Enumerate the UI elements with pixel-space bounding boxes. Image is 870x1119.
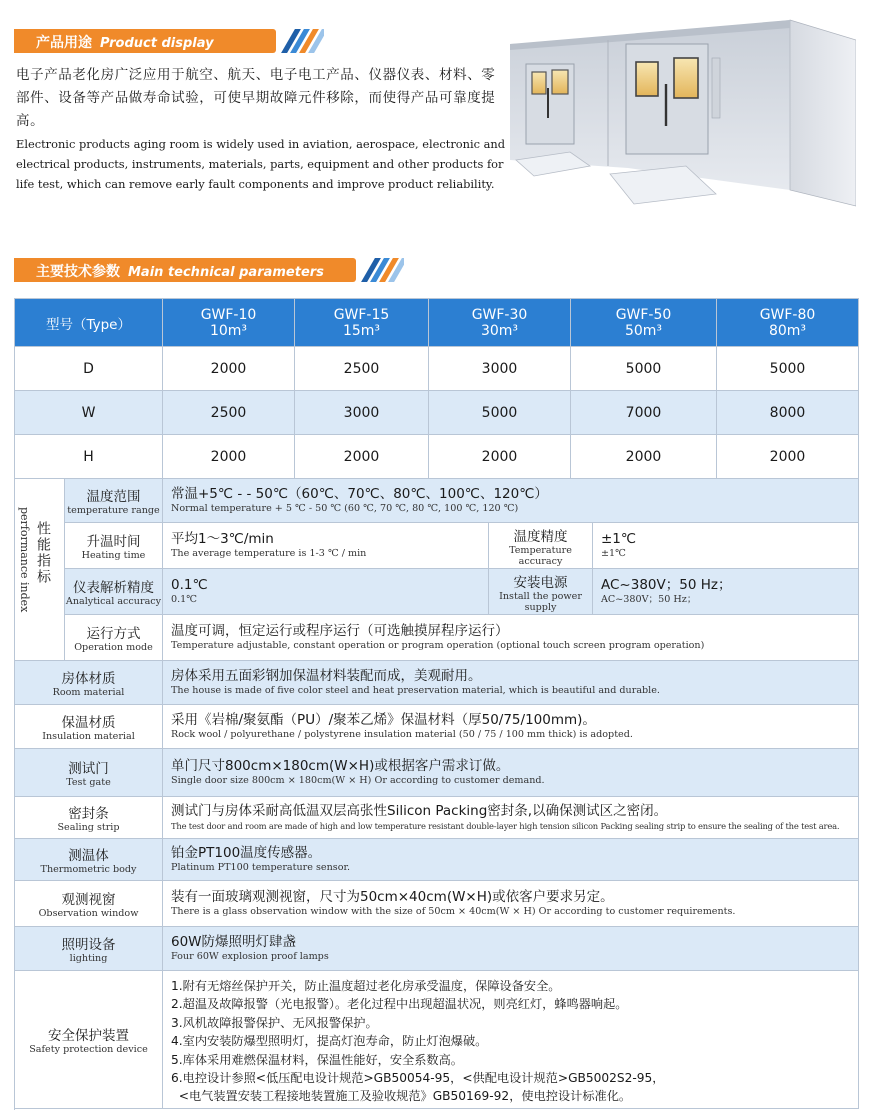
label-en: Safety protection device [29,1044,148,1055]
analytical-value [163,569,489,615]
intro-zh: 电子产品老化房广泛应用于航空、航天、电子电工产品、仪器仪表、材料、零部件、设备等产品做寿命试验，可使早期故障元件移除，而使得产品可靠度提高。 [16,67,496,129]
safety-row [15,971,859,1109]
value-zh: 常温+5℃ - - 50℃（60℃、70℃、80℃、100℃、120℃） [171,486,548,502]
label-zh: 运行方式 [86,626,141,642]
row-label [15,839,163,881]
temp-range-value [163,479,859,523]
perf-en: performance index [18,507,31,613]
value-zh: 采用《岩棉/聚氨酯（PU）/聚苯乙烯》保温材料（厚50/75/100mm)。 [171,712,596,728]
row-value [163,705,859,749]
label-zh: 温度范围 [86,489,141,505]
analytical-label [65,569,163,615]
value-en: Single door size 800cm × 180cm(W × H) Or according to customer demand. [171,775,545,786]
section-banner-params [14,258,404,282]
value-en: AC~380V；50 Hz； [601,594,697,605]
model-volume: 80m³ [768,322,807,339]
heating-value [163,523,489,569]
label-zh: 安全保护装置 [48,1028,129,1044]
list-item: 3.风机故障报警保护、无风报警保护。 [171,1015,378,1030]
value-zh: ±1℃ [601,531,637,547]
dim-value: 7000 [571,391,717,435]
dim-value: 3000 [429,347,571,391]
label-en: Room material [52,687,125,698]
banner-zh: 产品用途 [36,35,92,51]
model-name: GWF-10 [200,306,257,323]
dim-value: 2000 [717,435,859,479]
model-volume: 30m³ [480,322,519,339]
row-value [163,661,859,705]
value-en: Normal temperature + 5 ℃ - 50 ℃ (60 ℃, 70 ℃, 80 ℃, 100 ℃, 120 ℃) [171,503,519,514]
value-en: Four 60W explosion proof lamps [171,951,329,962]
model-volume: 50m³ [624,322,663,339]
label-en: Heating time [81,550,146,561]
perf-index-label [15,479,65,661]
value-zh: AC~380V；50 Hz； [601,577,732,593]
value-zh: 平均1～3℃/min [171,531,274,547]
dim-value: 2000 [163,435,295,479]
row-label [15,927,163,971]
label-zh: 观测视窗 [61,892,116,908]
label-zh: 仪表解析精度 [73,580,154,596]
label-en: Insulation material [42,731,135,742]
dim-value: 5000 [571,347,717,391]
model-col-3 [429,299,571,347]
table-row [15,705,859,749]
dim-value: 2000 [295,435,429,479]
dim-value: 2000 [571,435,717,479]
label-zh: 保温材质 [61,715,116,731]
spec-table [14,298,859,1110]
perf-zh: 性能指标 [35,521,51,585]
banner-stripes [360,258,404,282]
banner-stripes [280,29,324,53]
value-en: The test door and room are made of high and low temperature resistant double-layer high tension silicon Packing sealing strip to ensure the sealing of the test area. [171,821,840,831]
operation-value [163,615,859,661]
accuracy-value [593,523,859,569]
model-name: GWF-30 [471,306,528,323]
perf-block [15,479,859,661]
table-row [15,839,859,881]
table-row [15,797,859,839]
aging-room-photo [508,18,856,214]
list-item: 1.附有无熔丝保护开关，防止温度超过老化房承受温度，保障设备安全。 [171,979,561,993]
dim-value: 8000 [717,391,859,435]
accuracy-label [489,523,593,569]
label-en: temperature range [67,505,160,516]
value-en: Rock wool / polyurethane / polystyrene insulation material (50 / 75 / 100 mm thick) is adopted. [171,729,633,740]
value-en: The house is made of five color steel and heat preservation material, which is beautiful and durable. [171,685,660,696]
label-zh: 测温体 [68,848,109,864]
row-value [163,881,859,927]
value-zh: 0.1℃ [171,577,208,593]
value-en: Temperature adjustable, constant operation or program operation (optional touch screen program operation) [171,640,705,651]
label-en: Analytical accuracy [65,596,162,607]
value-en: The average temperature is 1-3 ℃ / min [171,548,367,559]
model-name: GWF-15 [333,306,390,323]
label-zh: 密封条 [68,806,109,822]
table-row-d [15,347,859,391]
dim-value: 2500 [163,391,295,435]
table-row-w [15,391,859,435]
model-col-2 [295,299,429,347]
label-zh: 房体材质 [61,671,116,687]
dim-value: 2500 [295,347,429,391]
value-zh: 铂金PT100温度传感器。 [171,845,322,861]
value-zh: 房体采用五面彩钢加保温材料装配而成，美观耐用。 [171,668,482,684]
row-value [163,927,859,971]
label-zh: 升温时间 [86,534,141,550]
value-zh: 60W防爆照明灯肆盏 [171,934,297,950]
row-label [15,971,163,1109]
intro-en: Electronic products aging room is widely used in aviation, aerospace, electronic and electrical products, instruments, materials, parts, equipment and other products for life test, which can remove early fault components and improve product reliability. [16,137,506,191]
list-item: 4.室内安装防爆型照明灯，提高灯泡寿命，防止灯泡爆破。 [171,1034,488,1049]
dim-value: 3000 [295,391,429,435]
row-value [163,749,859,797]
model-name: GWF-50 [615,306,672,323]
label-en: Test gate [66,777,111,788]
table-row [15,927,859,971]
row-value [163,839,859,881]
list-item: 5.库体采用难燃保温材料，保温性能好，安全系数高。 [171,1052,463,1067]
row-value [163,797,859,839]
dim-label: H [15,435,163,479]
value-zh: 温度可调，恒定运行或程序运行（可选触摸屏程序运行） [171,623,509,639]
label-en: lighting [69,953,108,964]
model-volume: 15m³ [342,322,381,339]
dim-value: 2000 [163,347,295,391]
safety-list [163,971,859,1109]
row-label [15,705,163,749]
table-row [15,749,859,797]
banner-en: Main technical parameters [128,265,324,280]
table-row [15,661,859,705]
banner-en: Product display [100,36,214,51]
operation-label [65,615,163,661]
power-label [489,569,593,615]
type-header: 型号（Type） [15,299,163,347]
row-label [15,881,163,927]
label-en: Observation window [38,908,139,919]
model-volume: 10m³ [209,322,248,339]
dim-value: 2000 [429,435,571,479]
list-item: 2.超温及故障报警（光电报警）。老化过程中出现超温状况，则亮红灯，蜂鸣器响起。 [171,997,628,1012]
section-banner-display [14,29,324,53]
value-zh: 装有一面玻璃观测视窗，尺寸为50cm×40cm(W×H)或依客户要求另定。 [171,889,614,905]
row-label [15,661,163,705]
label-en: Operation mode [74,642,153,653]
label-zh: 照明设备 [61,937,116,953]
label-zh: 温度精度 [513,528,568,545]
model-name: GWF-80 [759,306,816,323]
value-zh: 单门尺寸800cm×180cm(W×H)或根据客户需求订做。 [171,758,510,774]
value-en: Platinum PT100 temperature sensor. [171,862,351,873]
list-item: 6.电控设计参照<低压配电设计规范>GB50054-95，<供配电设计规范>GB5002S2-95， [171,1071,665,1086]
label-zh: 安装电源 [513,574,568,591]
model-col-5 [717,299,859,347]
dim-value: 5000 [717,347,859,391]
value-en: There is a glass observation window with the size of 50cm × 40cm(W × H) Or according to customer requirements. [171,906,736,917]
dim-label: D [15,347,163,391]
banner-zh: 主要技术参数 [36,264,120,280]
model-col-1 [163,299,295,347]
row-label [15,749,163,797]
dim-label: W [15,391,163,435]
dim-value: 5000 [429,391,571,435]
label-en: Sealing strip [57,822,120,833]
label-en: Thermometric body [40,864,137,875]
value-en: 0.1℃ [171,594,197,605]
label-en: Install the power supply [499,590,582,613]
label-en: Temperature accuracy [509,544,572,567]
label-zh: 测试门 [68,761,109,777]
table-row [15,881,859,927]
power-value [593,569,859,615]
value-en: ±1℃ [601,548,626,559]
row-label [15,797,163,839]
heating-label [65,523,163,569]
table-header-row [15,299,859,347]
model-col-4 [571,299,717,347]
temp-range-label [65,479,163,523]
value-zh: 测试门与房体采耐高低温双层高张性Silicon Packing密封条,以确保测试区之密闭。 [171,803,668,819]
table-row-h [15,435,859,479]
list-item: <电气装置安装工程接地装置施工及验收规范》GB50169-92，使电控设计标准化。 [171,1089,632,1104]
